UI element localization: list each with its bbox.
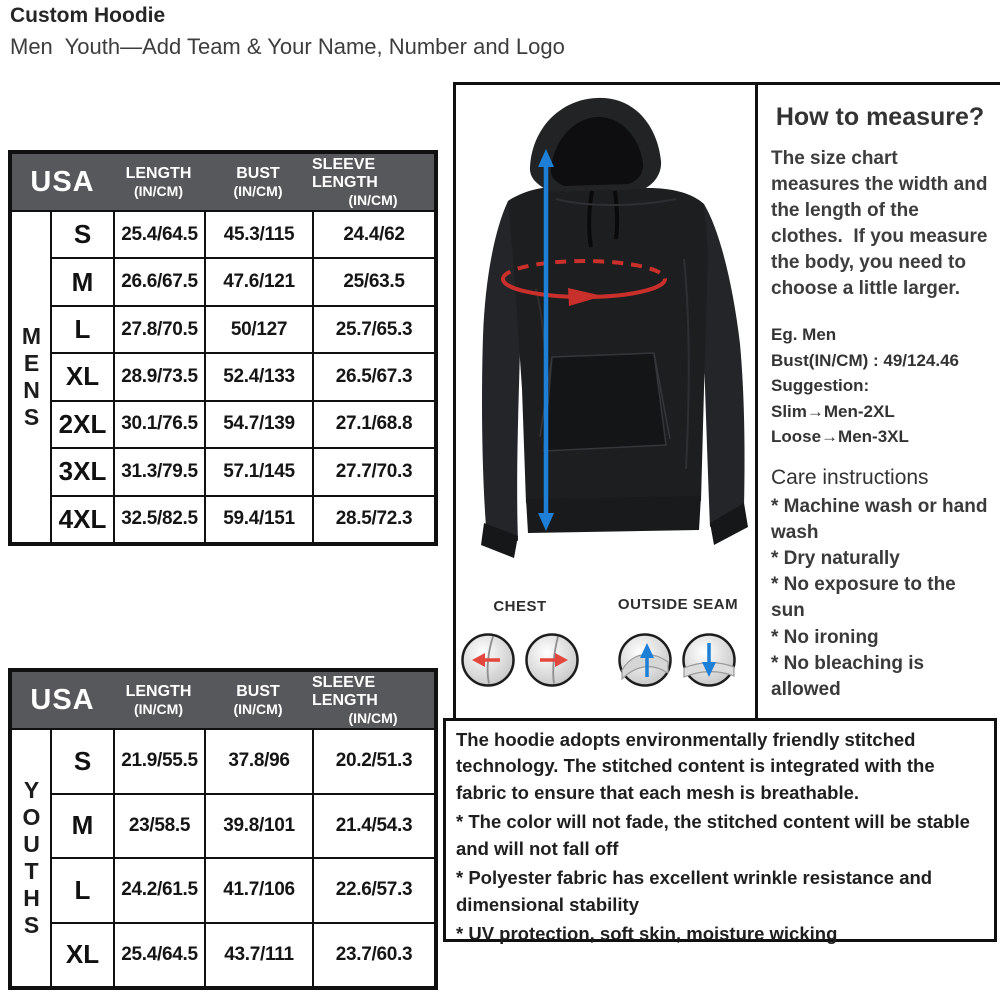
hoodie-photo: [456, 89, 755, 594]
main-panel: [453, 82, 1000, 718]
size-suggestion-block: [771, 322, 989, 450]
care-item: * Machine wash or hand wash: [771, 495, 988, 543]
description-line: * Polyester fabric has excellent wrinkle resistance and dimensional stability: [456, 867, 933, 915]
how-to-measure-heading: How to measure?: [775, 103, 985, 131]
chest-measure-right-icon: [524, 632, 580, 688]
sleeve-cell: 20.2/51.3: [314, 730, 434, 793]
seam-measure-down-icon: [681, 632, 737, 688]
length-cell: 27.8/70.5: [115, 307, 204, 352]
sleeve-cell: 27.1/68.8: [314, 402, 434, 447]
sleeve-cell: 25/63.5: [314, 259, 434, 304]
bust-cell: 45.3/115: [206, 212, 312, 257]
youths-header-length: LENGTH (IN/CM): [125, 682, 192, 718]
youths-header-bust: BUST (IN/CM): [233, 682, 283, 718]
care-instructions-list: [771, 494, 989, 704]
youths-table-header: [12, 672, 434, 730]
bust-cell: 50/127: [206, 307, 312, 352]
description-line: * The color will not fade, the stitched content will be stable and will not fall off: [456, 811, 970, 859]
size-cell: XL: [52, 924, 113, 987]
size-cell: 2XL: [52, 402, 113, 447]
description-line: The hoodie adopts environmentally friendly stitched technology. The stitched content is integrated with the fabric to ensure that each mesh is breathable.: [456, 729, 935, 803]
chest-measure-left-icon: [460, 632, 516, 688]
size-chart-mens: [8, 150, 438, 546]
outside-seam-label: OUTSIDE SEAM: [617, 596, 739, 613]
sleeve-cell: 28.5/72.3: [314, 497, 434, 542]
sleeve-cell: 22.6/57.3: [314, 859, 434, 922]
care-item: * Dry naturally: [771, 548, 900, 570]
sleeve-cell: 21.4/54.3: [314, 795, 434, 858]
length-cell: 28.9/73.5: [115, 354, 204, 399]
mens-header-sleeve: SLEEVE LENGTH (IN/CM): [312, 155, 398, 209]
length-cell: 24.2/61.5: [115, 859, 204, 922]
page-subtitle: Men Youth—Add Team & Your Name, Number and Logo: [10, 34, 565, 59]
sleeve-cell: 23.7/60.3: [314, 924, 434, 987]
youths-header-usa: USA: [30, 683, 95, 716]
mens-table-body: [12, 212, 434, 542]
size-cell: L: [52, 859, 113, 922]
size-cell: M: [52, 795, 113, 858]
sleeve-cell: 27.7/70.3: [314, 449, 434, 494]
bust-cell: 39.8/101: [206, 795, 312, 858]
length-cell: 23/58.5: [115, 795, 204, 858]
care-item: * No bleaching is allowed: [771, 652, 925, 701]
length-cell: 30.1/76.5: [115, 402, 204, 447]
youths-header-sleeve: SLEEVE LENGTH (IN/CM): [312, 673, 398, 727]
length-cell: 25.4/64.5: [115, 924, 204, 987]
size-cell: XL: [52, 354, 113, 399]
bust-cell: 43.7/111: [206, 924, 312, 987]
how-to-measure-panel: [758, 85, 1000, 718]
youths-group-cell: [12, 730, 50, 986]
example-line: Slim→Men-2XL: [771, 401, 895, 421]
size-cell: 3XL: [52, 449, 113, 494]
mens-table-header: [12, 154, 434, 212]
size-cell: M: [52, 259, 113, 304]
mens-header-usa: USA: [30, 165, 95, 198]
bust-cell: 52.4/133: [206, 354, 312, 399]
description-line: * UV protection, soft skin, moisture wicking: [456, 923, 838, 945]
size-chart-youths: [8, 668, 438, 990]
example-line: Suggestion:: [771, 376, 870, 396]
bust-cell: 37.8/96: [206, 730, 312, 793]
size-cell: S: [52, 730, 113, 793]
hoodie-shape: [481, 98, 748, 558]
care-instructions-heading: Care instructions: [771, 465, 929, 489]
measure-intro-text: The size chart measures the width and the length of the clothes. If you measure the body, you need to choose a little larger.: [771, 148, 993, 300]
bust-cell: 54.7/139: [206, 402, 312, 447]
mens-group-cell: [12, 212, 50, 542]
chest-label: CHEST: [493, 598, 547, 615]
mens-group-label: MENS: [18, 322, 45, 431]
care-item: * No ironing: [771, 626, 879, 648]
example-line: Eg. Men: [771, 325, 837, 345]
sleeve-cell: 26.5/67.3: [314, 354, 434, 399]
size-cell: L: [52, 307, 113, 352]
length-cell: 31.3/79.5: [115, 449, 204, 494]
bust-cell: 59.4/151: [206, 497, 312, 542]
youths-table-body: [12, 730, 434, 986]
mens-header-bust: BUST (IN/CM): [233, 164, 283, 200]
bust-cell: 41.7/106: [206, 859, 312, 922]
seam-measure-up-icon: [617, 632, 673, 688]
mens-header-length: LENGTH (IN/CM): [125, 164, 192, 200]
bust-cell: 57.1/145: [206, 449, 312, 494]
length-cell: 25.4/64.5: [115, 212, 204, 257]
example-line: Loose→Men-3XL: [771, 427, 909, 447]
page-title: Custom Hoodie: [10, 4, 166, 27]
bust-cell: 47.6/121: [206, 259, 312, 304]
example-line: Bust(IN/CM) : 49/124.46: [771, 350, 959, 370]
care-item: * No exposure to the sun: [771, 574, 956, 622]
length-cell: 26.6/67.5: [115, 259, 204, 304]
size-cell: S: [52, 212, 113, 257]
sleeve-cell: 24.4/62: [314, 212, 434, 257]
length-cell: 32.5/82.5: [115, 497, 204, 542]
hoodie-section: [456, 85, 758, 718]
product-description-box: [443, 718, 997, 945]
sleeve-cell: 25.7/65.3: [314, 307, 434, 352]
length-cell: 21.9/55.5: [115, 730, 204, 793]
youths-group-label: YOUTHS: [18, 777, 45, 939]
size-cell: 4XL: [52, 497, 113, 542]
